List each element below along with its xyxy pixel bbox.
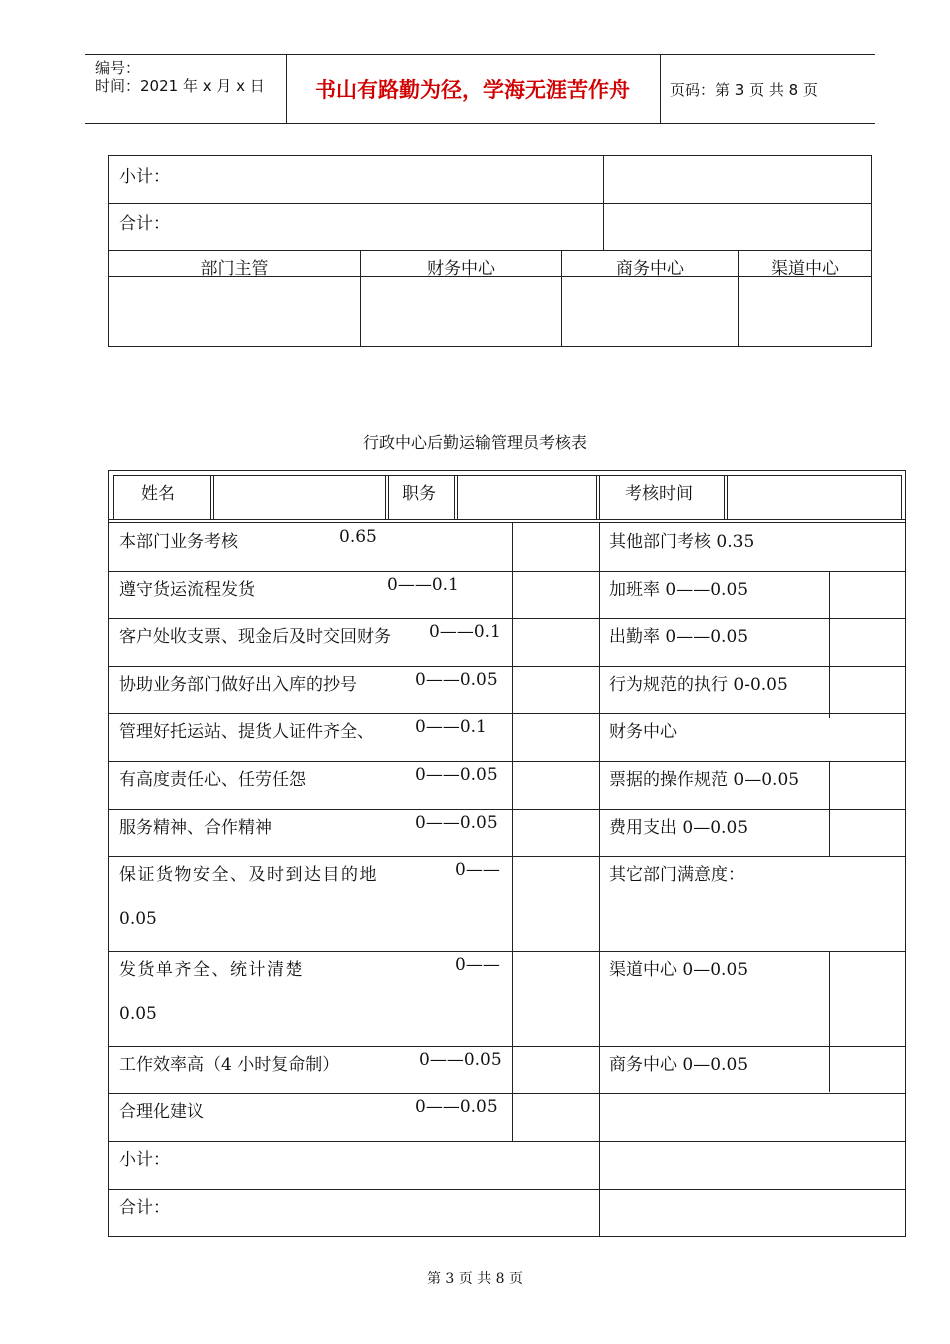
col-line — [213, 475, 214, 519]
assessment-table — [108, 470, 906, 1237]
row-line — [109, 571, 905, 572]
total-label: 合计： — [119, 214, 170, 234]
item-score: 0——0.1 — [429, 622, 501, 642]
row-line — [109, 618, 905, 619]
col-line — [724, 475, 725, 519]
number-label: 编号： — [95, 59, 141, 77]
position-label: 职务 — [402, 484, 436, 504]
header-motto: 书山有路勤为径，学海无涯苦作舟 — [315, 78, 630, 102]
header-meta — [95, 59, 265, 95]
right-item: 费用支出 0—0.05 — [609, 818, 749, 838]
right-item: 商务中心 0—0.05 — [609, 1055, 749, 1075]
subtotal-label: 小计： — [119, 1150, 170, 1170]
col-line — [457, 475, 458, 519]
item-label: 管理好托运站、提货人证件齐全、 — [119, 722, 374, 742]
item-label: 遵守货运流程发货 — [119, 580, 255, 600]
row-line — [109, 1046, 905, 1047]
form-title: 行政中心后勤运输管理员考核表 — [362, 433, 587, 452]
header-page-label: 页码：第 3 页 共 8 页 — [670, 80, 818, 99]
col-line — [512, 522, 513, 1141]
row-line — [109, 951, 905, 952]
col-line — [901, 475, 902, 519]
row-line — [109, 1141, 905, 1142]
row-line — [109, 522, 905, 523]
item-label: 服务精神、合作精神 — [119, 818, 272, 838]
row-line — [109, 761, 905, 762]
col-line — [388, 475, 389, 519]
item-score: 0——0.05 — [419, 1050, 502, 1070]
item-score: 0—— — [455, 955, 500, 975]
item-score: 0——0.05 — [415, 765, 498, 785]
col-line — [210, 475, 211, 519]
col-line — [727, 475, 728, 519]
col-line — [596, 475, 597, 519]
item-score: 0——0.05 — [415, 670, 498, 690]
dept-assessment-label: 本部门业务考核 — [119, 532, 238, 552]
other-dept-assessment-label: 其他部门考核 0.35 — [609, 532, 755, 552]
col-line — [829, 571, 830, 718]
item-label: 协助业务部门做好出入库的抄号 — [119, 675, 357, 695]
row-line — [109, 713, 905, 714]
right-item: 渠道中心 0—0.05 — [609, 960, 749, 980]
right-item: 行为规范的执行 0-0.05 — [609, 675, 788, 695]
total-label: 合计： — [119, 1198, 170, 1218]
name-label: 姓名 — [141, 484, 175, 504]
right-item: 出勤率 0——0.05 — [609, 627, 749, 647]
item-score: 0——0.1 — [415, 717, 487, 737]
time-label: 时间：2021 年 x 月 x 日 — [95, 77, 265, 95]
col-line — [829, 951, 830, 1092]
col-line — [599, 522, 600, 1236]
item-label: 保证货物安全、及时到达目的地 — [119, 865, 378, 885]
row-line — [109, 809, 905, 810]
item-label: 发货单齐全、统计清楚 — [119, 960, 304, 980]
col-line — [603, 156, 604, 251]
dept-assessment-weight: 0.65 — [339, 527, 377, 547]
page-footer: 第 3 页 共 8 页 — [426, 1271, 524, 1287]
col-header-dept-head: 部门主管 — [200, 259, 269, 279]
item-score-cont: 0.05 — [119, 1004, 157, 1024]
right-item: 票据的操作规范 0—0.05 — [609, 770, 800, 790]
right-item: 加班率 0——0.05 — [609, 580, 749, 600]
item-label: 工作效率高（4 小时复命制） — [119, 1055, 340, 1075]
signoff-table — [108, 155, 872, 347]
item-label: 客户处收支票、现金后及时交回财务 — [119, 627, 391, 647]
item-score: 0——0.1 — [387, 575, 459, 595]
right-item: 财务中心 — [609, 722, 677, 742]
row-line — [109, 1093, 905, 1094]
subtotal-label: 小计： — [119, 167, 170, 187]
col-header-finance: 财务中心 — [427, 259, 495, 279]
col-header-channel: 渠道中心 — [771, 259, 839, 279]
row-line — [109, 1189, 905, 1190]
right-item: 其它部门满意度： — [609, 865, 745, 885]
assessment-time-label: 考核时间 — [625, 484, 693, 504]
row-line — [109, 519, 905, 520]
col-line — [454, 475, 455, 519]
item-label: 有高度责任心、任劳任怨 — [119, 770, 306, 790]
col-line — [385, 475, 386, 519]
item-score: 0——0.05 — [415, 813, 498, 833]
row-line — [113, 475, 901, 476]
item-score: 0——0.05 — [415, 1097, 498, 1117]
row-line — [109, 666, 905, 667]
col-header-business: 商务中心 — [616, 259, 684, 279]
row-line — [109, 203, 871, 204]
item-score-cont: 0.05 — [119, 909, 157, 929]
row-line — [109, 250, 871, 251]
item-label: 合理化建议 — [119, 1102, 204, 1122]
col-line — [599, 475, 600, 519]
row-line — [109, 856, 905, 857]
item-score: 0—— — [455, 860, 500, 880]
header-divider — [660, 55, 661, 123]
page-header — [85, 54, 875, 124]
col-line — [113, 475, 114, 519]
